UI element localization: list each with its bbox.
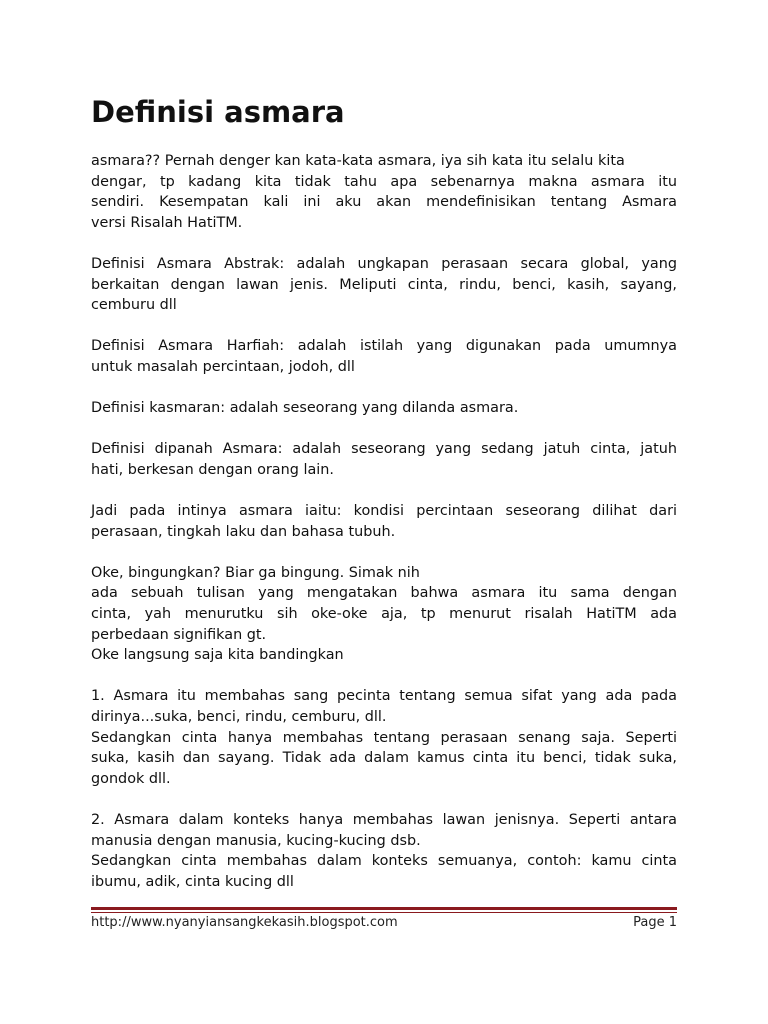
text-line: perbedaan signifikan gt.: [91, 626, 267, 643]
text-line: sendiri. Kesempatan kali ini aku akan mendefinisikan tentang Asmara: [91, 194, 677, 211]
text-line: dengar, tp kadang kita tidak tahu apa sebenarnya makna asmara itu: [91, 173, 677, 190]
text-line: Definisi dipanah Asmara: adalah seseorang yang sedang jatuh cinta, jatuh: [91, 441, 677, 458]
text-line: 1. Asmara itu membahas sang pecinta tentang semua sifat yang ada pada: [91, 688, 677, 705]
text-line: Oke, bingungkan? Biar ga bingung. Simak nih: [91, 564, 420, 581]
document-body: [91, 151, 677, 913]
text-line: Sedangkan cinta hanya membahas tentang perasaan senang saja. Seperti: [91, 729, 677, 746]
text-line: berkaitan dengan lawan jenis. Meliputi cinta, rindu, benci, kasih, sayang,: [91, 276, 677, 293]
text-line: Definisi Asmara Harfiah: adalah istilah yang digunakan pada umumnya: [91, 338, 677, 355]
paragraph: [91, 501, 677, 542]
paragraph: [91, 151, 677, 233]
footer-url: http://www.nyanyiansangkekasih.blogspot.com: [91, 915, 398, 930]
footer-page-number: Page 1: [633, 915, 677, 930]
paragraph: [91, 336, 677, 377]
paragraph: [91, 810, 677, 892]
text-line: Oke langsung saja kita bandingkan: [91, 647, 344, 664]
footer-rule-thin: [91, 912, 677, 913]
text-line: Jadi pada intinya asmara iaitu: kondisi percintaan seseorang dilihat dari: [91, 503, 677, 520]
text-line: perasaan, tingkah laku dan bahasa tubuh.: [91, 523, 396, 540]
text-line: suka, kasih dan sayang. Tidak ada dalam kamus cinta itu benci, tidak suka,: [91, 750, 677, 767]
text-line: Definisi kasmaran: adalah seseorang yang dilanda asmara.: [91, 400, 519, 417]
text-line: Definisi Asmara Abstrak: adalah ungkapan perasaan secara global, yang: [91, 255, 677, 272]
paragraph: [91, 686, 677, 789]
text-line: asmara?? Pernah denger kan kata-kata asmara, iya sih kata itu selalu kita: [91, 153, 625, 169]
text-line: untuk masalah percintaan, jodoh, dll: [91, 358, 355, 375]
text-line: hati, berkesan dengan orang lain.: [91, 461, 334, 478]
text-line: cemburu dll: [91, 297, 177, 314]
paragraph: [91, 254, 677, 316]
text-line: 2. Asmara dalam konteks hanya membahas lawan jenisnya. Seperti antara: [91, 812, 677, 828]
text-line: Sedangkan cinta membahas dalam konteks semuanya, contoh: kamu cinta: [91, 853, 677, 870]
text-line: ada sebuah tulisan yang mengatakan bahwa asmara itu sama dengan: [91, 585, 677, 602]
text-line: versi Risalah HatiTM.: [91, 214, 243, 231]
text-line: manusia dengan manusia, kucing-kucing dsb.: [91, 832, 421, 849]
paragraph: [91, 439, 677, 480]
paragraph: [91, 398, 677, 419]
text-line: ibumu, adik, cinta kucing dll: [91, 873, 294, 890]
paragraph: [91, 563, 677, 666]
text-line: cinta, yah menurutku sih oke-oke aja, tp menurut risalah HatiTM ada: [91, 606, 677, 623]
page-title: Definisi asmara: [91, 95, 345, 129]
text-line: gondok dll.: [91, 770, 171, 787]
footer-rule-thick: [91, 907, 677, 910]
text-line: dirinya...suka, benci, rindu, cemburu, dll.: [91, 709, 387, 726]
